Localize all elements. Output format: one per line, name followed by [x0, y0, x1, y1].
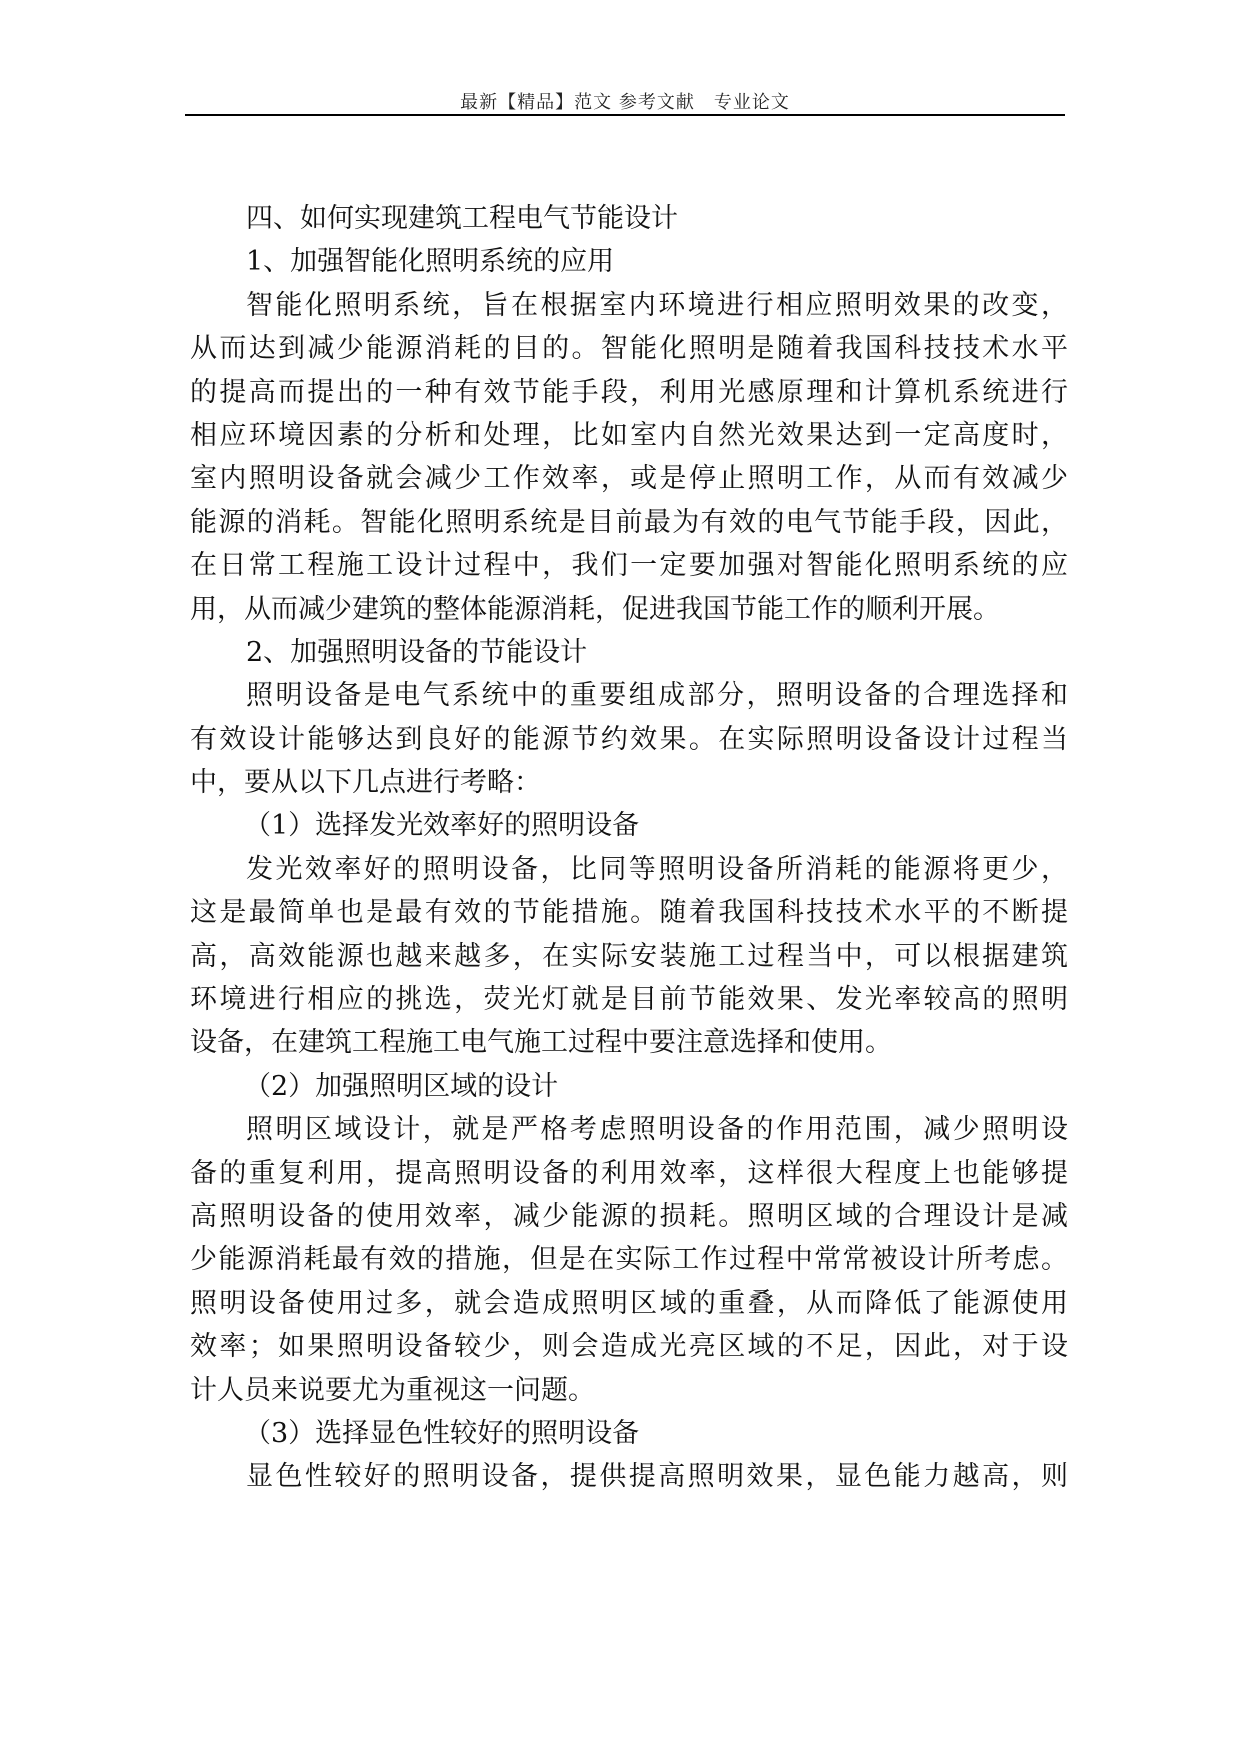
- paragraph-line: 发光效率好的照明设备，比同等照明设备所消耗的能源将更少，: [246, 853, 1068, 885]
- paragraph-line: 效率；如果照明设备较少，则会造成光亮区域的不足，因此，对于设: [190, 1331, 1068, 1363]
- paragraph-line: 高照明设备的使用效率，减少能源的损耗。照明区域的合理设计是减: [190, 1200, 1068, 1232]
- subsection-heading: 1、加强智能化照明系统的应用: [246, 246, 615, 278]
- item-heading: （2）加强照明区域的设计: [244, 1070, 559, 1102]
- paragraph-line: 照明区域设计，就是严格考虑照明设备的作用范围，减少照明设: [246, 1114, 1068, 1146]
- paragraph-line: 计人员来说要尤为重视这一问题。: [190, 1374, 595, 1406]
- paragraph-line: 照明设备使用过多，就会造成照明区域的重叠，从而降低了能源使用: [190, 1287, 1068, 1319]
- paragraph-line: 备的重复利用，提高照明设备的利用效率，这样很大程度上也能够提: [190, 1157, 1068, 1189]
- paragraph-line: 从而达到减少能源消耗的目的。智能化照明是随着我国科技技术水平: [190, 333, 1068, 365]
- paragraph-line: 环境进行相应的挑选，荧光灯就是目前节能效果、发光率较高的照明: [190, 984, 1068, 1016]
- paragraph-line: 的提高而提出的一种有效节能手段，利用光感原理和计算机系统进行: [190, 376, 1068, 408]
- paragraph-line: 中，要从以下几点进行考略：: [190, 767, 541, 799]
- paragraph-line: 室内照明设备就会减少工作效率，或是停止照明工作，从而有效减少: [190, 463, 1068, 495]
- subsection-heading: 2、加强照明设备的节能设计: [246, 636, 588, 668]
- header-divider: [185, 114, 1065, 116]
- document-body: [190, 197, 1068, 1499]
- section-heading: 四、如何实现建筑工程电气节能设计: [246, 203, 678, 234]
- paragraph-line: 这是最简单也是最有效的节能措施。随着我国科技技术水平的不断提: [190, 897, 1068, 929]
- paragraph-line: 有效设计能够达到良好的能源节约效果。在实际照明设备设计过程当: [190, 723, 1068, 755]
- page-header: 最新【精品】范文 参考文献 专业论文: [460, 92, 790, 113]
- paragraph-line: 设备，在建筑工程施工电气施工过程中要注意选择和使用。: [190, 1027, 892, 1059]
- paragraph-line: 在日常工程施工设计过程中，我们一定要加强对智能化照明系统的应: [190, 550, 1068, 582]
- paragraph-line: 少能源消耗最有效的措施，但是在实际工作过程中常常被设计所考虑。: [190, 1244, 1068, 1276]
- paragraph-line: 显色性较好的照明设备，提供提高照明效果，显色能力越高，则: [246, 1461, 1068, 1493]
- paragraph-line: 高，高效能源也越来越多，在实际安装施工过程当中，可以根据建筑: [190, 940, 1068, 972]
- paragraph-line: 照明设备是电气系统中的重要组成部分，照明设备的合理选择和: [246, 680, 1068, 712]
- item-heading: （1）选择发光效率好的照明设备: [244, 810, 640, 842]
- item-heading: （3）选择显色性较好的照明设备: [244, 1417, 640, 1449]
- paragraph-line: 智能化照明系统，旨在根据室内环境进行相应照明效果的改变，: [246, 289, 1068, 321]
- paragraph-line: 用，从而减少建筑的整体能源消耗，促进我国节能工作的顺利开展。: [190, 593, 1000, 625]
- paragraph-line: 能源的消耗。智能化照明系统是目前最为有效的电气节能手段，因此，: [190, 506, 1068, 538]
- paragraph-line: 相应环境因素的分析和处理，比如室内自然光效果达到一定高度时，: [190, 419, 1068, 451]
